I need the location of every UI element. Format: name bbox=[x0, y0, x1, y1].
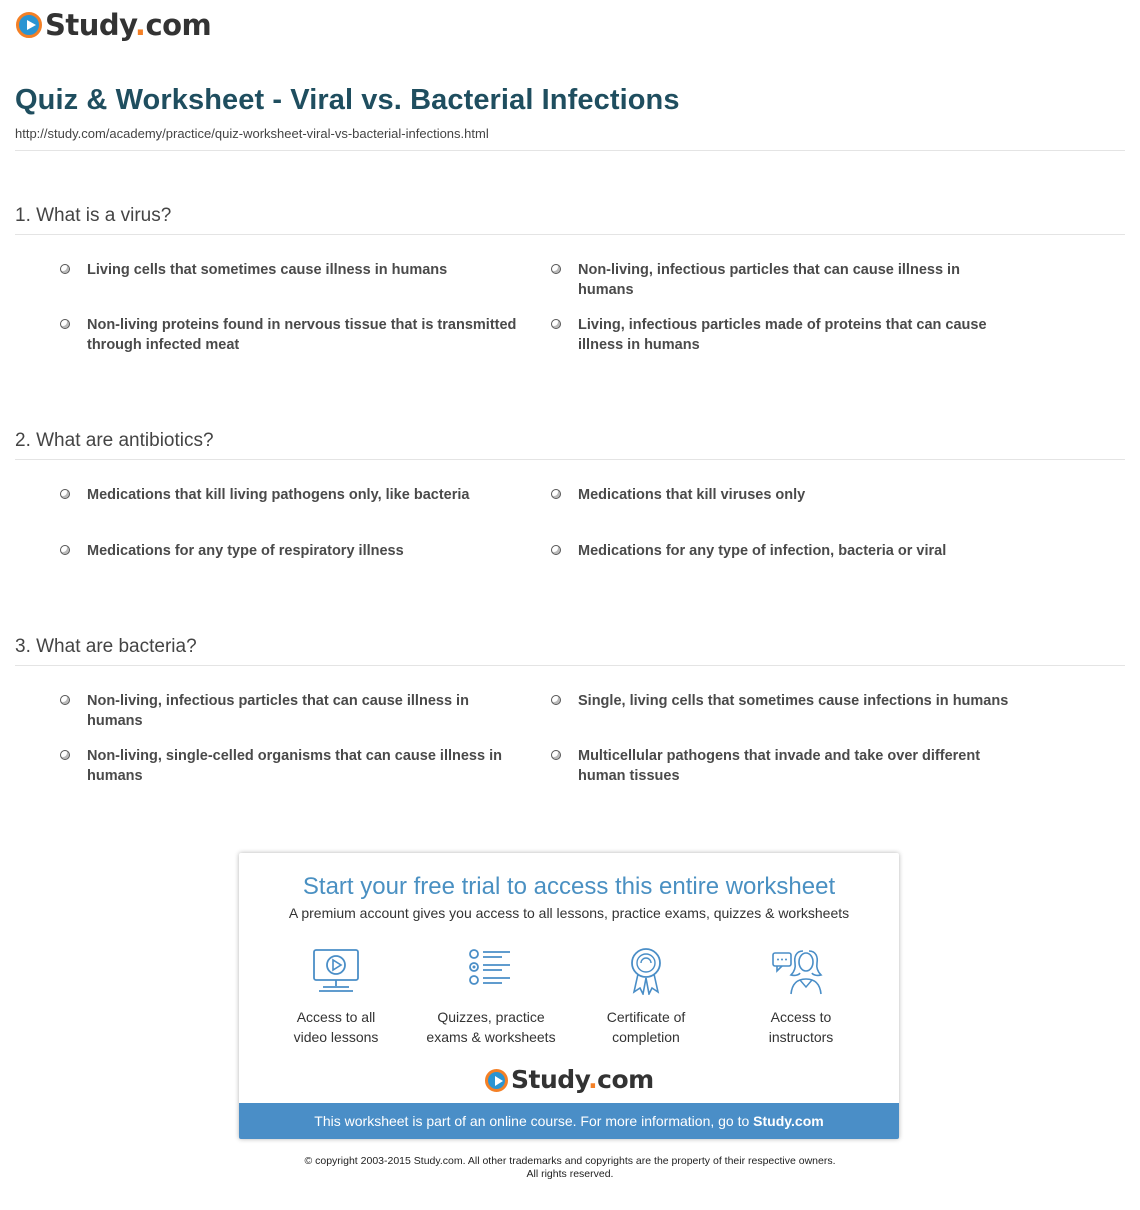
radio-button[interactable] bbox=[60, 750, 70, 760]
answer-option[interactable]: Non-living, infectious particles that can cause illness in humans bbox=[60, 691, 520, 731]
radio-button[interactable] bbox=[551, 750, 561, 760]
course-info-bar: This worksheet is part of an online course. For more information, go to Study.com bbox=[239, 1103, 899, 1139]
radio-button[interactable] bbox=[551, 545, 561, 555]
certificate-icon bbox=[621, 947, 671, 995]
radio-button[interactable] bbox=[551, 264, 561, 274]
page-title: Quiz & Worksheet - Viral vs. Bacterial Infections bbox=[15, 84, 680, 116]
question-divider bbox=[15, 234, 1125, 235]
play-logo-icon bbox=[485, 1069, 508, 1092]
answer-option[interactable]: Single, living cells that sometimes cause infections in humans bbox=[551, 691, 1011, 711]
answer-option[interactable]: Medications for any type of respiratory illness bbox=[60, 541, 520, 561]
radio-button[interactable] bbox=[60, 319, 70, 329]
answer-option[interactable]: Living cells that sometimes cause illness in humans bbox=[60, 260, 520, 280]
question-divider bbox=[15, 665, 1125, 666]
question-2: 2. What are antibiotics? bbox=[15, 430, 214, 451]
feature-certificate: Certificate of completion bbox=[571, 947, 721, 1047]
play-logo-icon bbox=[16, 12, 42, 38]
answer-option[interactable]: Medications that kill living pathogens only, like bacteria bbox=[60, 485, 520, 505]
question-divider bbox=[15, 459, 1125, 460]
answer-option[interactable]: Non-living proteins found in nervous tissue that is transmitted through infected meat bbox=[60, 315, 520, 355]
instructor-icon bbox=[771, 947, 831, 995]
radio-button[interactable] bbox=[551, 489, 561, 499]
answer-option[interactable]: Medications that kill viruses only bbox=[551, 485, 1011, 505]
study-link[interactable]: Study.com bbox=[753, 1113, 824, 1129]
radio-button[interactable] bbox=[60, 489, 70, 499]
question-3: 3. What are bacteria? bbox=[15, 636, 197, 657]
feature-instructors: Access to instructors bbox=[726, 947, 876, 1047]
radio-button[interactable] bbox=[551, 319, 561, 329]
answer-option[interactable]: Living, infectious particles made of proteins that can cause illness in humans bbox=[551, 315, 1011, 355]
answer-option[interactable]: Multicellular pathogens that invade and take over different human tissues bbox=[551, 746, 1011, 786]
answer-option[interactable]: Non-living, single-celled organisms that can cause illness in humans bbox=[60, 746, 520, 786]
page-url: http://study.com/academy/practice/quiz-worksheet-viral-vs-bacterial-infections.html bbox=[15, 126, 489, 141]
radio-button[interactable] bbox=[60, 545, 70, 555]
answer-option[interactable]: Non-living, infectious particles that can cause illness in humans bbox=[551, 260, 1011, 300]
radio-button[interactable] bbox=[60, 264, 70, 274]
quiz-list-icon bbox=[466, 947, 516, 995]
promo-subheading: A premium account gives you access to all lessons, practice exams, quizzes & worksheets bbox=[288, 905, 850, 921]
logo-wordmark: Study.com bbox=[45, 8, 212, 42]
promo-study-logo[interactable] bbox=[485, 1066, 654, 1094]
video-lesson-icon bbox=[311, 947, 361, 995]
question-1: 1. What is a virus? bbox=[15, 205, 172, 226]
feature-video-lessons: Access to all video lessons bbox=[261, 947, 411, 1047]
header-divider bbox=[15, 150, 1125, 151]
answer-option[interactable]: Medications for any type of infection, bacteria or viral bbox=[551, 541, 1011, 561]
feature-quizzes: Quizzes, practice exams & worksheets bbox=[416, 947, 566, 1047]
radio-button[interactable] bbox=[551, 695, 561, 705]
radio-button[interactable] bbox=[60, 695, 70, 705]
free-trial-promo bbox=[239, 853, 899, 1139]
study-logo[interactable] bbox=[16, 9, 211, 41]
copyright-notice: © copyright 2003-2015 Study.com. All other trademarks and copyrights are the property of their respective owners. All rights reserved. bbox=[304, 1155, 836, 1180]
logo-wordmark: Study.com bbox=[511, 1065, 654, 1094]
promo-heading[interactable]: Start your free trial to access this entire worksheet bbox=[302, 873, 836, 900]
